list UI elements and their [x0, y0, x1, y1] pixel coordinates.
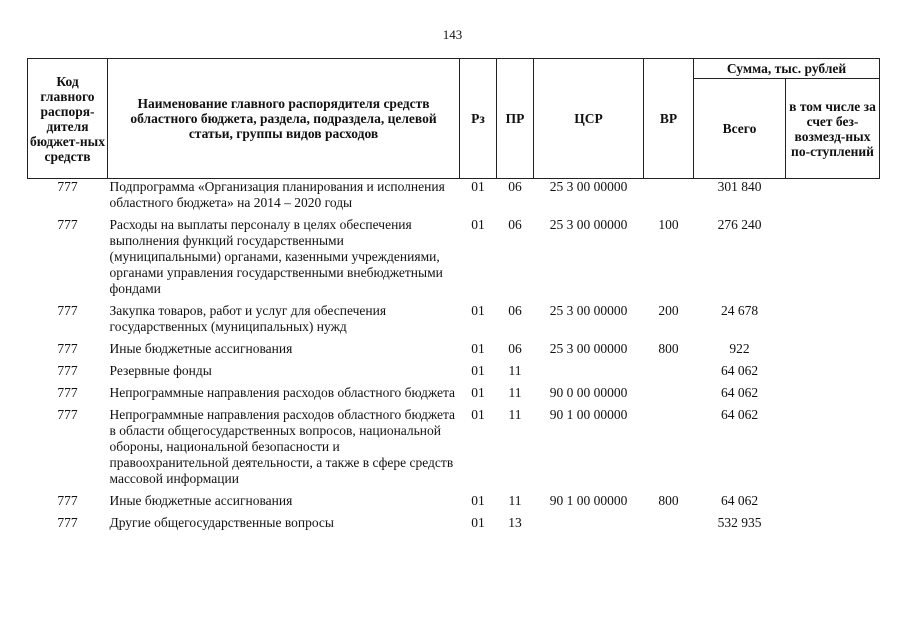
cell-name: Иные бюджетные ассигнования	[109, 341, 293, 356]
cell-including	[786, 335, 880, 357]
cell-total: 64 062	[720, 385, 759, 400]
cell-total: 64 062	[720, 407, 759, 422]
cell-rz: 01	[471, 407, 485, 422]
cell-vr	[644, 401, 694, 487]
cell-csr: 25 3 00 00000	[549, 217, 628, 232]
cell-name: Расходы на выплаты персоналу в целях обеспечения выполнения функций государственными (муниципальными) органами, казенными учреждениями, органами управления государственными внебюджетными фондами	[109, 217, 443, 296]
cell-vr	[644, 357, 694, 379]
cell-vr	[644, 179, 694, 212]
cell-including	[786, 179, 880, 212]
table-header	[28, 59, 880, 179]
cell-total: 64 062	[720, 363, 759, 378]
cell-name: Подпрограмма «Организация планирования и исполнения областного бюджета» на 2014 – 2020 годы	[109, 179, 445, 210]
header-sum-group: Сумма, тыс. рублей	[694, 59, 880, 79]
cell-code: 777	[57, 363, 78, 378]
cell-code: 777	[57, 341, 78, 356]
cell-vr: 800	[658, 493, 679, 508]
header-name: Наименование главного распорядителя средств областного бюджета, раздела, подраздела, целевой статьи, группы видов расходов	[108, 59, 460, 179]
table-row	[28, 487, 880, 509]
cell-including	[786, 297, 880, 335]
cell-pr: 06	[508, 341, 522, 356]
table-row	[28, 211, 880, 297]
cell-rz: 01	[471, 341, 485, 356]
header-vr: ВР	[644, 59, 694, 179]
table-row	[28, 379, 880, 401]
cell-pr: 06	[508, 303, 522, 318]
cell-vr	[644, 509, 694, 531]
cell-csr	[534, 509, 644, 531]
cell-including	[786, 379, 880, 401]
cell-code: 777	[57, 217, 78, 232]
cell-pr: 11	[508, 363, 522, 378]
budget-table	[27, 58, 880, 531]
cell-rz: 01	[471, 493, 485, 508]
cell-rz: 01	[471, 179, 485, 194]
cell-code: 777	[57, 407, 78, 422]
cell-code: 777	[57, 303, 78, 318]
table-row	[28, 297, 880, 335]
cell-pr: 11	[508, 385, 522, 400]
cell-including	[786, 401, 880, 487]
cell-csr: 25 3 00 00000	[549, 179, 628, 194]
table-row	[28, 401, 880, 487]
cell-name: Непрограммные направления расходов областного бюджета	[109, 385, 456, 400]
cell-csr	[534, 357, 644, 379]
cell-including	[786, 487, 880, 509]
cell-csr: 90 1 00 00000	[549, 407, 628, 422]
cell-pr: 11	[508, 407, 522, 422]
cell-code: 777	[57, 179, 78, 194]
header-code: Код главного распоря-дителя бюджет-ных средств	[28, 59, 108, 179]
header-total: Всего	[694, 79, 786, 179]
cell-vr	[644, 379, 694, 401]
cell-total: 301 840	[717, 179, 762, 194]
cell-vr: 800	[658, 341, 679, 356]
header-including: в том числе за счет без-возмезд-ных по-ступлений	[786, 79, 880, 179]
cell-name: Резервные фонды	[109, 363, 212, 378]
header-rz: Рз	[460, 59, 497, 179]
cell-total: 24 678	[720, 303, 759, 318]
cell-pr: 06	[508, 217, 522, 232]
cell-pr: 11	[508, 493, 522, 508]
cell-rz: 01	[471, 303, 485, 318]
table-row	[28, 509, 880, 531]
cell-csr: 90 1 00 00000	[549, 493, 628, 508]
cell-name: Непрограммные направления расходов областного бюджета в области общегосударственных вопросов, национальной обороны, национальной безопасности и правоохранительной деятельности, а также в сфере средств массовой информации	[109, 407, 456, 486]
table-row	[28, 179, 880, 212]
cell-total: 532 935	[717, 515, 762, 530]
cell-rz: 01	[471, 515, 485, 530]
cell-including	[786, 509, 880, 531]
cell-code: 777	[57, 385, 78, 400]
cell-rz: 01	[471, 217, 485, 232]
table-row	[28, 335, 880, 357]
cell-name: Иные бюджетные ассигнования	[109, 493, 293, 508]
table-row	[28, 357, 880, 379]
cell-code: 777	[57, 515, 78, 530]
cell-name: Закупка товаров, работ и услуг для обеспечения государственных (муниципальных) нужд	[109, 303, 387, 334]
cell-total: 922	[729, 341, 750, 356]
cell-csr: 90 0 00 00000	[549, 385, 628, 400]
cell-rz: 01	[471, 363, 485, 378]
cell-pr: 13	[508, 515, 522, 530]
cell-including	[786, 357, 880, 379]
cell-total: 276 240	[717, 217, 762, 232]
cell-csr: 25 3 00 00000	[549, 341, 628, 356]
page-number: 143	[442, 27, 463, 42]
cell-vr: 200	[658, 303, 679, 318]
cell-vr: 100	[658, 217, 679, 232]
cell-code: 777	[57, 493, 78, 508]
cell-csr: 25 3 00 00000	[549, 303, 628, 318]
header-pr: ПР	[497, 59, 534, 179]
cell-rz: 01	[471, 385, 485, 400]
cell-name: Другие общегосударственные вопросы	[109, 515, 334, 530]
cell-including	[786, 211, 880, 297]
header-csr: ЦСР	[534, 59, 644, 179]
cell-total: 64 062	[720, 493, 759, 508]
table-body	[28, 179, 880, 532]
cell-pr: 06	[508, 179, 522, 194]
